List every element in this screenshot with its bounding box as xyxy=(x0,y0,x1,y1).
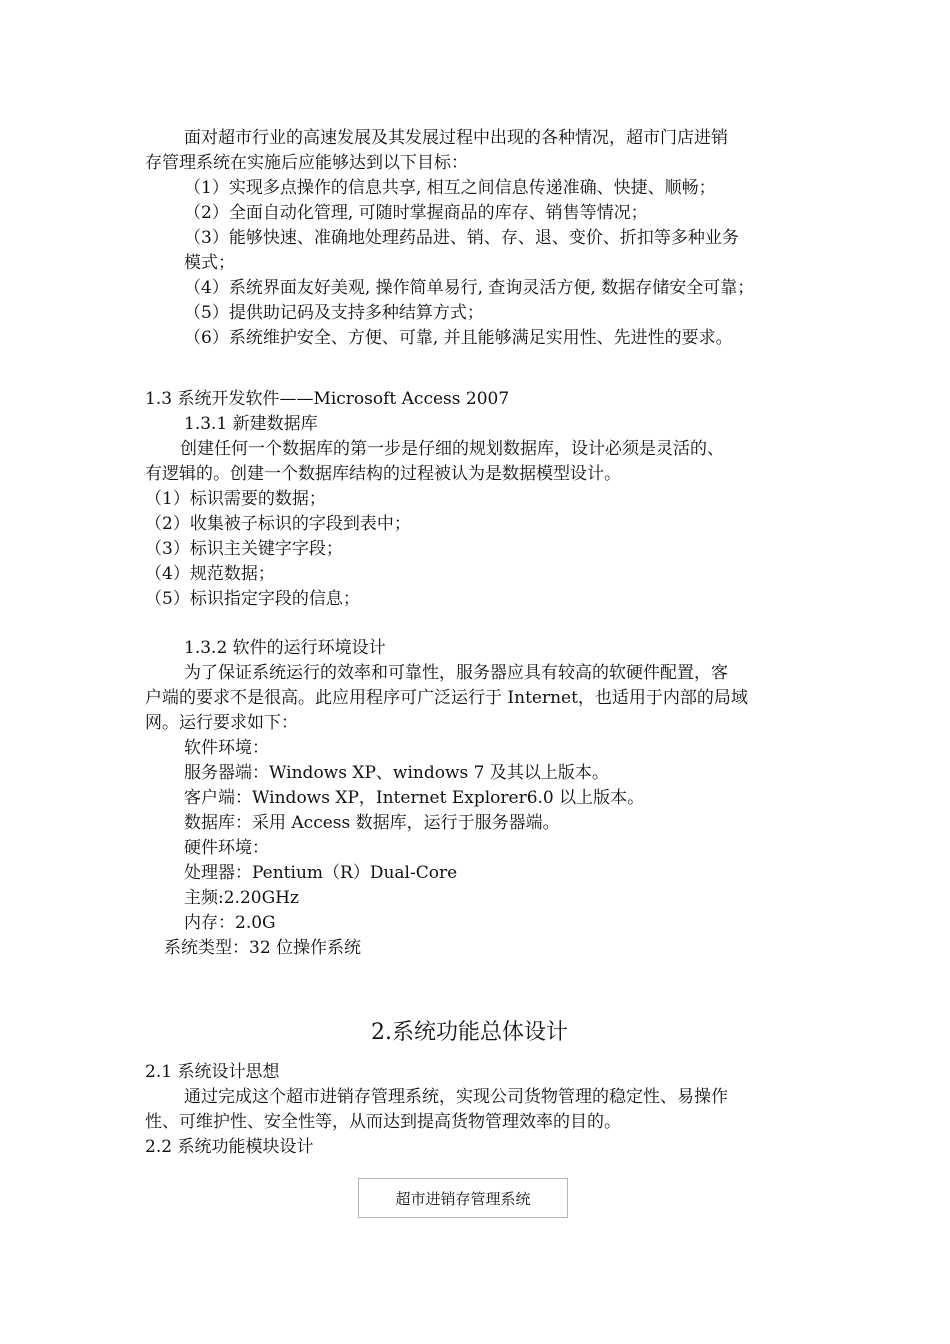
section-1-3-heading: 1.3 系统开发软件——Microsoft Access 2007 xyxy=(145,389,510,409)
subsection-1-3-2-paragraph-line-1: 为了保证系统运行的效率和可靠性，服务器应具有较高的软硬件配置，客 xyxy=(184,663,728,683)
section-2-1-paragraph-line-1: 通过完成这个超市进销存管理系统，实现公司货物管理的稳定性、易操作 xyxy=(184,1087,728,1107)
module-diagram-root-label: 超市进销存管理系统 xyxy=(395,1189,531,1208)
step-item-3: （3）标识主关键字字段； xyxy=(145,539,343,559)
step-item-5: （5）标识指定字段的信息； xyxy=(145,589,360,609)
subsection-1-3-1-heading: 1.3.1 新建数据库 xyxy=(184,414,318,434)
section-2-1-paragraph-line-2: 性、可维护性、安全性等，从而达到提高货物管理效率的目的。 xyxy=(145,1112,621,1132)
env-database: 数据库：采用 Access 数据库，运行于服务器端。 xyxy=(184,813,560,833)
subsection-1-3-2-heading: 1.3.2 软件的运行环境设计 xyxy=(184,638,386,658)
goal-item-4: （4）系统界面友好美观, 操作简单易行, 查询灵活方便, 数据存储安全可靠； xyxy=(184,278,755,298)
subsection-1-3-2-paragraph-line-2: 户端的要求不是很高。此应用程序可广泛运行于 Internet，也适用于内部的局域 xyxy=(145,688,748,708)
env-server: 服务器端：Windows XP、windows 7 及其以上版本。 xyxy=(184,763,609,783)
section-2-1-heading: 2.1 系统设计思想 xyxy=(145,1062,280,1082)
module-diagram-root-box xyxy=(358,1178,568,1218)
env-client: 客户端：Windows XP，Internet Explorer6.0 以上版本。 xyxy=(184,788,645,808)
subsection-1-3-1-paragraph-line-1: 创建任何一个数据库的第一步是仔细的规划数据库，设计必须是灵活的、 xyxy=(180,439,724,459)
env-software-label: 软件环境： xyxy=(184,738,269,758)
goal-item-5: （5）提供助记码及支持多种结算方式； xyxy=(184,303,484,323)
section-2-2-heading: 2.2 系统功能模块设计 xyxy=(145,1137,314,1157)
goal-item-3: （3）能够快速、准确地处理药品进、销、存、退、变价、折扣等多种业务 xyxy=(184,228,739,248)
subsection-1-3-1-paragraph-line-2: 有逻辑的。创建一个数据库结构的过程被认为是数据模型设计。 xyxy=(145,464,621,484)
goal-item-2: （2）全面自动化管理, 可随时掌握商品的库存、销售等情况； xyxy=(184,203,648,223)
subsection-1-3-2-paragraph-line-3: 网。运行要求如下： xyxy=(145,713,298,733)
step-item-2: （2）收集被子标识的字段到表中； xyxy=(145,514,411,534)
env-frequency: 主频:2.20GHz xyxy=(184,888,299,908)
env-processor: 处理器：Pentium（R）Dual-Core xyxy=(184,863,458,883)
env-system-type: 系统类型：32 位操作系统 xyxy=(164,938,362,958)
step-item-4: （4）规范数据； xyxy=(145,564,275,584)
intro-paragraph-line-1: 面对超市行业的高速发展及其发展过程中出现的各种情况，超市门店进销 xyxy=(184,128,728,148)
goal-item-6: （6）系统维护安全、方便、可靠, 并且能够满足实用性、先进性的要求。 xyxy=(184,328,733,348)
env-memory: 内存：2.0G xyxy=(184,913,276,933)
intro-paragraph-line-2: 存管理系统在实施后应能够达到以下目标： xyxy=(145,153,468,173)
step-item-1: （1）标识需要的数据； xyxy=(145,489,326,509)
section-2-heading: 2.系统功能总体设计 xyxy=(371,1020,568,1045)
env-hardware-label: 硬件环境： xyxy=(184,838,269,858)
goal-item-1: （1）实现多点操作的信息共享, 相互之间信息传递准确、快捷、顺畅； xyxy=(184,178,716,198)
goal-item-3-continued: 模式； xyxy=(184,253,235,273)
